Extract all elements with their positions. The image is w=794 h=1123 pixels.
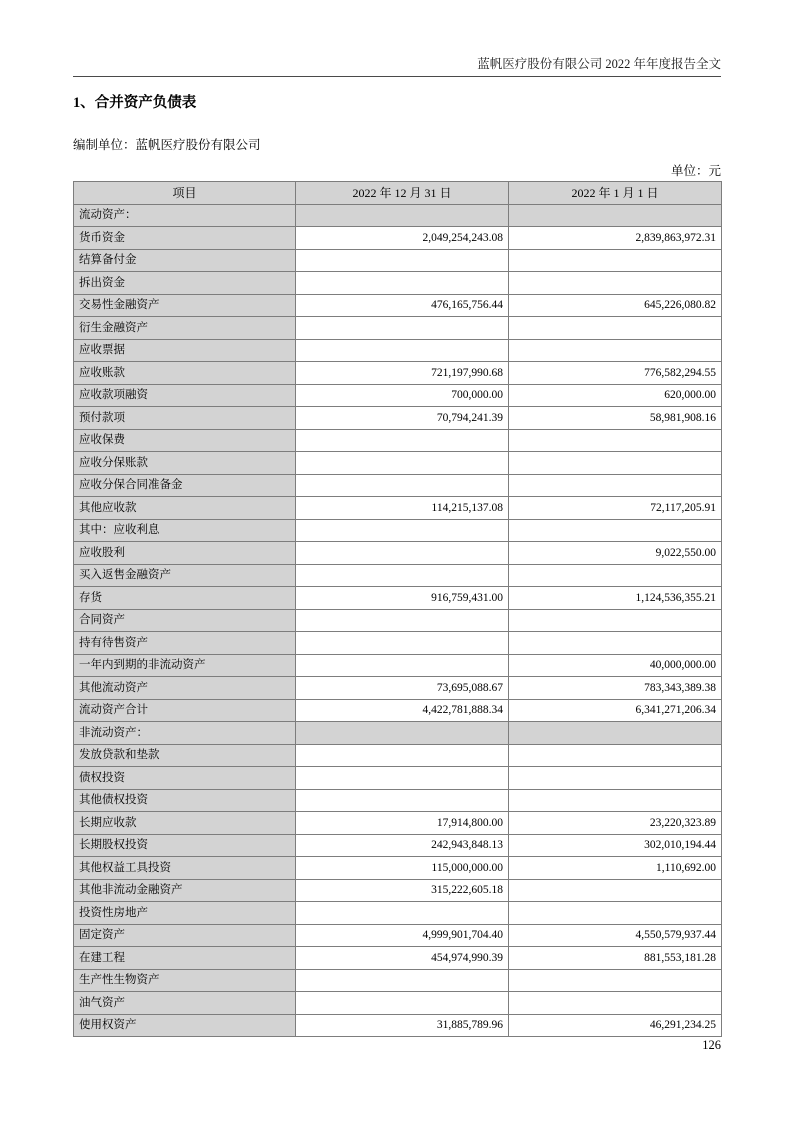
- table-row: [74, 722, 722, 745]
- value-cell-date2: [509, 564, 722, 587]
- column-header-item: 项目: [74, 182, 296, 205]
- value-cell-date1: 721,197,990.68: [296, 362, 509, 385]
- value-cell-date2: 40,000,000.00: [509, 654, 722, 677]
- value-cell-date2: [509, 609, 722, 632]
- value-cell-date2: 1,124,536,355.21: [509, 587, 722, 610]
- table-row: [74, 362, 722, 385]
- value-cell-date2: 6,341,271,206.34: [509, 699, 722, 722]
- value-cell-date2: [509, 767, 722, 790]
- value-cell-date2: [509, 272, 722, 295]
- table-row: [74, 407, 722, 430]
- item-label-cell: 应收分保合同准备金: [74, 474, 296, 497]
- value-cell-date2: 645,226,080.82: [509, 294, 722, 317]
- item-label-cell: 其中：应收利息: [74, 519, 296, 542]
- table-row: [74, 339, 722, 362]
- item-label-cell: 持有待售资产: [74, 632, 296, 655]
- value-cell-date1: [296, 339, 509, 362]
- item-label-cell: 其他应收款: [74, 497, 296, 520]
- table-row: [74, 452, 722, 475]
- value-cell-date1: [296, 249, 509, 272]
- item-label-cell: 货币资金: [74, 227, 296, 250]
- value-cell-date2: 783,343,389.38: [509, 677, 722, 700]
- value-cell-date1: 4,422,781,888.34: [296, 699, 509, 722]
- table-row: [74, 677, 722, 700]
- table-row: [74, 1014, 722, 1037]
- value-cell-date1: [296, 744, 509, 767]
- table-row: [74, 654, 722, 677]
- value-cell-date2: [509, 992, 722, 1015]
- value-cell-date2: [509, 744, 722, 767]
- table-row: [74, 767, 722, 790]
- value-cell-date1: [296, 654, 509, 677]
- item-label-cell: 应收分保账款: [74, 452, 296, 475]
- table-row: [74, 474, 722, 497]
- table-row: [74, 587, 722, 610]
- item-label-cell: 合同资产: [74, 609, 296, 632]
- value-cell-date2: [509, 249, 722, 272]
- value-cell-date2: [509, 452, 722, 475]
- table-row: [74, 902, 722, 925]
- value-cell-date2: [509, 902, 722, 925]
- item-label-cell: 交易性金融资产: [74, 294, 296, 317]
- table-row: [74, 429, 722, 452]
- table-row: [74, 969, 722, 992]
- table-row: [74, 632, 722, 655]
- value-cell-date1: [296, 519, 509, 542]
- table-body: [74, 204, 722, 1037]
- value-cell-date2: 776,582,294.55: [509, 362, 722, 385]
- value-cell-date1: [296, 272, 509, 295]
- table-row: [74, 542, 722, 565]
- table-row: [74, 992, 722, 1015]
- item-label-cell: 其他权益工具投资: [74, 857, 296, 880]
- value-cell-date1: 315,222,605.18: [296, 879, 509, 902]
- table-row: [74, 699, 722, 722]
- table-row: [74, 272, 722, 295]
- value-cell-date1: 916,759,431.00: [296, 587, 509, 610]
- value-cell-date2: [509, 339, 722, 362]
- value-cell-date2: [509, 519, 722, 542]
- table-row: [74, 812, 722, 835]
- table-row: [74, 789, 722, 812]
- value-cell-date2: [509, 317, 722, 340]
- value-cell-date1: 114,215,137.08: [296, 497, 509, 520]
- table-row: [74, 249, 722, 272]
- column-header-date1: 2022 年 12 月 31 日: [296, 182, 509, 205]
- table-row: [74, 947, 722, 970]
- value-cell-date1: 700,000.00: [296, 384, 509, 407]
- value-cell-date1: 4,999,901,704.40: [296, 924, 509, 947]
- table-row: [74, 857, 722, 880]
- value-cell-date2: 72,117,205.91: [509, 497, 722, 520]
- item-label-cell: 流动资产合计: [74, 699, 296, 722]
- item-label-cell: 其他流动资产: [74, 677, 296, 700]
- item-label-cell: 应收账款: [74, 362, 296, 385]
- value-cell-date2: 302,010,194.44: [509, 834, 722, 857]
- item-label-cell: 应收款项融资: [74, 384, 296, 407]
- item-label-cell: 一年内到期的非流动资产: [74, 654, 296, 677]
- value-cell-date2: [509, 789, 722, 812]
- value-cell-date2: 881,553,181.28: [509, 947, 722, 970]
- value-cell-date2: 2,839,863,972.31: [509, 227, 722, 250]
- item-label-cell: 应收票据: [74, 339, 296, 362]
- item-label-cell: 长期应收款: [74, 812, 296, 835]
- value-cell-date1: [296, 902, 509, 925]
- item-label-cell: 衍生金融资产: [74, 317, 296, 340]
- value-cell-date1: [296, 992, 509, 1015]
- table-row: [74, 294, 722, 317]
- item-label-cell: 预付款项: [74, 407, 296, 430]
- item-label-cell: 结算备付金: [74, 249, 296, 272]
- value-cell-date1: [296, 632, 509, 655]
- item-label-cell: 油气资产: [74, 992, 296, 1015]
- value-cell-date2: [509, 204, 722, 227]
- table-row: [74, 317, 722, 340]
- item-label-cell: 其他债权投资: [74, 789, 296, 812]
- value-cell-date1: 2,049,254,243.08: [296, 227, 509, 250]
- value-cell-date1: [296, 722, 509, 745]
- table-row: [74, 924, 722, 947]
- section-label-cell: 流动资产：: [74, 204, 296, 227]
- value-cell-date1: 17,914,800.00: [296, 812, 509, 835]
- value-cell-date1: [296, 317, 509, 340]
- value-cell-date2: 46,291,234.25: [509, 1014, 722, 1037]
- table-row: [74, 879, 722, 902]
- item-label-cell: 长期股权投资: [74, 834, 296, 857]
- table-row: [74, 744, 722, 767]
- running-header: 蓝帆医疗股份有限公司 2022 年年度报告全文: [477, 57, 721, 71]
- page-number: 126: [702, 1038, 721, 1052]
- value-cell-date2: 4,550,579,937.44: [509, 924, 722, 947]
- item-label-cell: 应收保费: [74, 429, 296, 452]
- value-cell-date1: [296, 452, 509, 475]
- item-label-cell: 债权投资: [74, 767, 296, 790]
- table-row: [74, 519, 722, 542]
- value-cell-date2: 23,220,323.89: [509, 812, 722, 835]
- item-label-cell: 固定资产: [74, 924, 296, 947]
- column-header-date2: 2022 年 1 月 1 日: [509, 182, 722, 205]
- value-cell-date1: 242,943,848.13: [296, 834, 509, 857]
- value-cell-date1: 476,165,756.44: [296, 294, 509, 317]
- value-cell-date1: [296, 609, 509, 632]
- value-cell-date1: [296, 767, 509, 790]
- value-cell-date2: [509, 969, 722, 992]
- value-cell-date1: [296, 429, 509, 452]
- value-cell-date1: 31,885,789.96: [296, 1014, 509, 1037]
- table-row: [74, 564, 722, 587]
- value-cell-date1: [296, 789, 509, 812]
- value-cell-date1: [296, 564, 509, 587]
- value-cell-date2: 58,981,908.16: [509, 407, 722, 430]
- header-rule: [73, 76, 721, 77]
- item-label-cell: 发放贷款和垫款: [74, 744, 296, 767]
- section-label-cell: 非流动资产：: [74, 722, 296, 745]
- prepared-by-label: 编制单位：蓝帆医疗股份有限公司: [73, 138, 261, 152]
- item-label-cell: 投资性房地产: [74, 902, 296, 925]
- item-label-cell: 生产性生物资产: [74, 969, 296, 992]
- value-cell-date2: [509, 722, 722, 745]
- table-header-row: [74, 182, 722, 205]
- table-row: [74, 384, 722, 407]
- value-cell-date1: [296, 542, 509, 565]
- unit-label: 单位：元: [670, 164, 721, 178]
- value-cell-date2: 9,022,550.00: [509, 542, 722, 565]
- value-cell-date2: [509, 879, 722, 902]
- table-row: [74, 834, 722, 857]
- item-label-cell: 买入返售金融资产: [74, 564, 296, 587]
- item-label-cell: 拆出资金: [74, 272, 296, 295]
- item-label-cell: 应收股利: [74, 542, 296, 565]
- item-label-cell: 使用权资产: [74, 1014, 296, 1037]
- value-cell-date2: [509, 429, 722, 452]
- item-label-cell: 在建工程: [74, 947, 296, 970]
- value-cell-date1: 115,000,000.00: [296, 857, 509, 880]
- value-cell-date2: 620,000.00: [509, 384, 722, 407]
- value-cell-date1: [296, 969, 509, 992]
- value-cell-date1: [296, 204, 509, 227]
- value-cell-date1: [296, 474, 509, 497]
- table-row: [74, 227, 722, 250]
- page-title: 1、合并资产负债表: [73, 95, 197, 111]
- value-cell-date1: 454,974,990.39: [296, 947, 509, 970]
- table-row: [74, 204, 722, 227]
- item-label-cell: 存货: [74, 587, 296, 610]
- value-cell-date1: 70,794,241.39: [296, 407, 509, 430]
- value-cell-date2: 1,110,692.00: [509, 857, 722, 880]
- item-label-cell: 其他非流动金融资产: [74, 879, 296, 902]
- balance-sheet-table: [73, 181, 722, 1037]
- table-row: [74, 497, 722, 520]
- value-cell-date1: 73,695,088.67: [296, 677, 509, 700]
- value-cell-date2: [509, 632, 722, 655]
- value-cell-date2: [509, 474, 722, 497]
- table-row: [74, 609, 722, 632]
